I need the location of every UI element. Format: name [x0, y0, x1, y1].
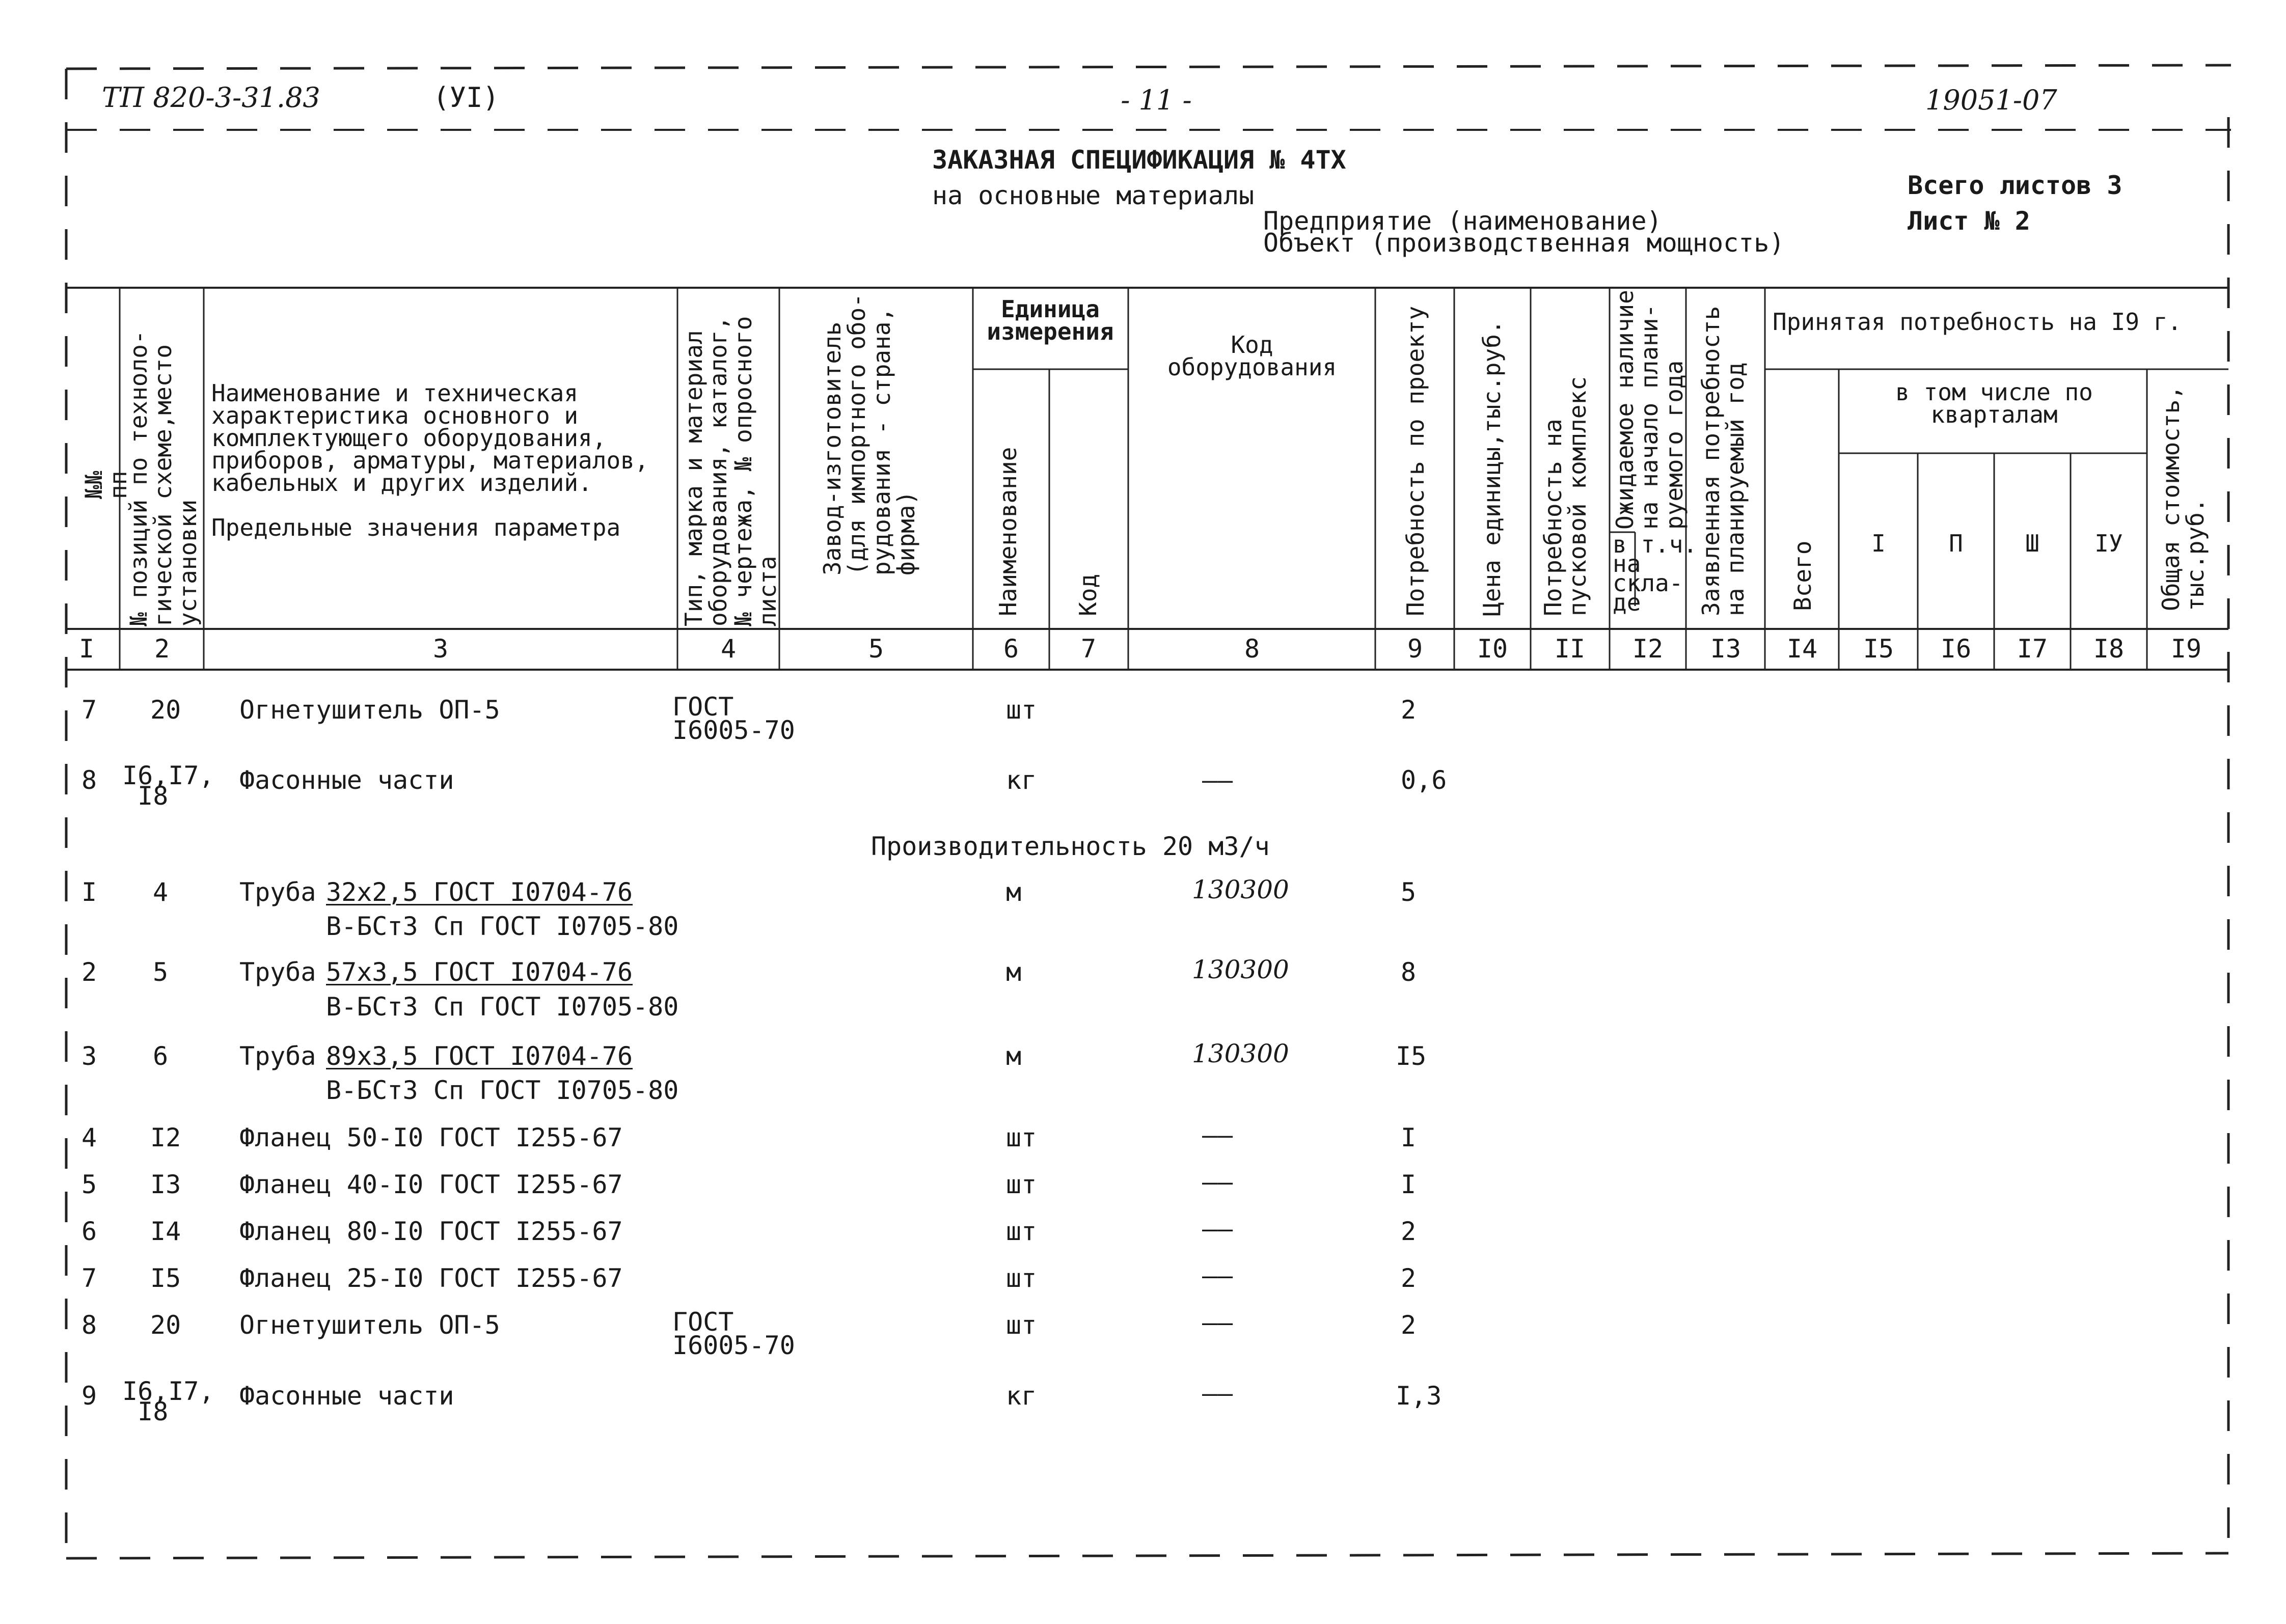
- col-number: I4: [1786, 634, 1818, 664]
- row-unit: м: [1006, 877, 1022, 907]
- col-number: I0: [1477, 634, 1508, 664]
- row-position: I5: [150, 1263, 181, 1293]
- col-header-13: Заявленная потребность на планируемый год: [1697, 306, 1750, 616]
- row-unit: шт: [1006, 695, 1037, 725]
- row-number: 8: [81, 765, 97, 795]
- row-unit: шт: [1006, 1170, 1037, 1199]
- row-number: 2: [81, 957, 97, 987]
- col-number: I: [78, 634, 95, 664]
- row-position: 20: [150, 695, 181, 725]
- col-header-accepted: Принятая потребность на I9 г.: [1773, 308, 2182, 336]
- row-name: Фасонные части: [239, 765, 454, 795]
- row-position: 4: [153, 877, 169, 907]
- col-number: 4: [720, 634, 737, 664]
- col-header-16: П: [1949, 530, 1963, 557]
- col-number: 7: [1080, 634, 1097, 664]
- col-number: 8: [1244, 634, 1260, 664]
- row-code: ——: [1202, 1261, 1233, 1290]
- row-quantity: I: [1401, 1170, 1417, 1199]
- row-unit: м: [1006, 1041, 1022, 1071]
- col-number: 6: [1003, 634, 1019, 664]
- row-position: I6,I7, I8: [122, 1377, 214, 1426]
- row-quantity: 2: [1401, 1263, 1417, 1293]
- row-name: Огнетушитель ОП-5: [239, 695, 500, 725]
- col-header-5: Завод-изготовитель (для импортного обо- рудования - страна, фирма): [819, 293, 920, 575]
- row-quantity: 2: [1401, 1310, 1417, 1340]
- col-header-19: Общая стоимость, тыс.руб.: [2157, 385, 2210, 611]
- enterprise-label: Предприятие (наименование): [1263, 206, 1662, 236]
- row-number: 4: [81, 1123, 97, 1152]
- col-header-18: IУ: [2094, 530, 2123, 557]
- col-number: I8: [2093, 634, 2125, 664]
- col-number: 3: [432, 634, 449, 664]
- row-number: 5: [81, 1170, 97, 1199]
- row-position: 6: [153, 1041, 169, 1071]
- row-spec: 89х3,5 ГОСТ I0704-76: [326, 1041, 633, 1071]
- inventory-number: 19051-07: [1925, 84, 2057, 116]
- row-quantity: I,3: [1396, 1381, 1442, 1411]
- row-position: I2: [150, 1123, 181, 1152]
- row-number: 9: [81, 1381, 97, 1411]
- col-number: I5: [1863, 634, 1894, 664]
- row-code: 130300: [1192, 1039, 1289, 1068]
- col-number: I7: [2017, 634, 2048, 664]
- row-name: Фланец 25-I0 ГОСТ I255-67: [239, 1263, 623, 1293]
- row-quantity: I: [1401, 1123, 1417, 1152]
- col-header-2: № позиций по техноло- гической схеме,место установки: [125, 330, 202, 626]
- sheet-number: Лист № 2: [1908, 206, 2030, 236]
- row-unit: кг: [1006, 1381, 1037, 1411]
- col-header-17: Ш: [2025, 530, 2039, 557]
- row-spec: 32х2,5 ГОСТ I0704-76: [326, 877, 633, 907]
- row-name: Фланец 40-I0 ГОСТ I255-67: [239, 1170, 623, 1199]
- row-unit: шт: [1006, 1217, 1037, 1246]
- row-unit: м: [1006, 957, 1022, 987]
- row-name: Фланец 80-I0 ГОСТ I255-67: [239, 1217, 623, 1246]
- row-quantity: 5: [1401, 877, 1417, 907]
- row-number: 8: [81, 1310, 97, 1340]
- col-number: I6: [1940, 634, 1972, 664]
- row-code: ——: [1202, 765, 1233, 795]
- row-quantity: 0,6: [1401, 765, 1447, 795]
- col-header-10: Цена единицы,тыс.руб.: [1478, 320, 1506, 616]
- col-header-7: Код: [1074, 573, 1102, 616]
- col-header-6: Наименование: [994, 447, 1022, 616]
- row-code: ——: [1202, 1379, 1233, 1408]
- row-unit: кг: [1006, 765, 1037, 795]
- row-code: 130300: [1192, 955, 1289, 984]
- col-header-unit: Единица измерения: [987, 295, 1114, 345]
- row-quantity: 2: [1401, 695, 1417, 725]
- col-header-14: Всего: [1789, 540, 1816, 611]
- row-number: 7: [81, 1263, 97, 1293]
- row-name: Труба: [239, 1041, 316, 1071]
- col-header-12-sub: в т.ч. на скла- де: [1613, 531, 1698, 616]
- row-position: I6,I7, I8: [122, 761, 214, 811]
- row-gost: ГОСТ I6005-70: [672, 692, 795, 745]
- col-number: 9: [1407, 634, 1423, 664]
- row-code: ——: [1202, 1167, 1233, 1197]
- row-quantity: 2: [1401, 1217, 1417, 1246]
- col-header-3: Наименование и техническая характеристика основного и комплектующего оборудования, приборов, арматуры, материалов, кабельных и других изделий. Предельные значения параметра: [211, 379, 649, 541]
- col-header-12: Ожидаемое наличие на начало плани- руемого года: [1611, 290, 1688, 530]
- col-number: I9: [2170, 634, 2202, 664]
- row-name: Труба: [239, 957, 316, 987]
- row-number: I: [81, 877, 97, 907]
- page-subtitle: на основные материалы: [932, 181, 1255, 210]
- row-code: ——: [1202, 1214, 1233, 1244]
- row-number: 6: [81, 1217, 97, 1246]
- row-name: Огнетушитель ОП-5: [239, 1310, 500, 1340]
- row-name: Труба: [239, 877, 316, 907]
- col-number: I2: [1632, 634, 1664, 664]
- row-material: В-БСт3 Сп ГОСТ I0705-80: [326, 992, 679, 1022]
- row-material: В-БСт3 Сп ГОСТ I0705-80: [326, 912, 679, 941]
- col-number: 2: [154, 634, 170, 664]
- row-position: 5: [153, 957, 169, 987]
- sheets-total: Всего листов 3: [1908, 171, 2122, 200]
- col-header-4: Тип, марка и материал оборудования, каталог, № чертежа, № опросного листа: [680, 316, 781, 626]
- section-heading: Производительность 20 м3/ч: [871, 832, 1270, 861]
- page-title: ЗАКАЗНАЯ СПЕЦИФИКАЦИЯ № 4ТХ: [932, 145, 1346, 175]
- row-name: Фланец 50-I0 ГОСТ I255-67: [239, 1123, 623, 1152]
- col-header-15: I: [1871, 530, 1886, 557]
- doc-code: ТП 820-3-31.83: [102, 81, 320, 114]
- col-number: I3: [1710, 634, 1741, 664]
- row-unit: шт: [1006, 1310, 1037, 1340]
- row-unit: шт: [1006, 1263, 1037, 1293]
- row-position: I3: [150, 1170, 181, 1199]
- row-unit: шт: [1006, 1123, 1037, 1152]
- row-quantity: 8: [1401, 957, 1417, 987]
- col-number: 5: [868, 634, 884, 664]
- row-gost: ГОСТ I6005-70: [672, 1307, 795, 1360]
- row-code: ——: [1202, 1308, 1233, 1337]
- col-header-8: Код оборудования: [1167, 331, 1337, 381]
- row-position: I4: [150, 1217, 181, 1246]
- row-number: 7: [81, 695, 97, 725]
- col-header-1: №№ пп: [80, 471, 132, 499]
- row-material: В-БСт3 Сп ГОСТ I0705-80: [326, 1076, 679, 1105]
- row-code: ——: [1202, 1120, 1233, 1150]
- row-name: Фасонные части: [239, 1381, 454, 1411]
- row-quantity: I5: [1396, 1041, 1427, 1071]
- col-header-9: Потребность по проекту: [1402, 306, 1429, 616]
- row-spec: 57х3,5 ГОСТ I0704-76: [326, 957, 633, 987]
- row-position: 20: [150, 1310, 181, 1340]
- row-code: 130300: [1192, 875, 1289, 904]
- row-number: 3: [81, 1041, 97, 1071]
- col-header-11: Потребность на пусковой комплекс: [1539, 376, 1592, 616]
- page-number: - 11 -: [1121, 84, 1192, 116]
- col-header-quarters: в том числе по кварталам: [1895, 378, 2093, 428]
- album-code: (УI): [433, 81, 500, 114]
- object-label: Объект (производственная мощность): [1263, 228, 1785, 258]
- col-number: II: [1554, 634, 1586, 664]
